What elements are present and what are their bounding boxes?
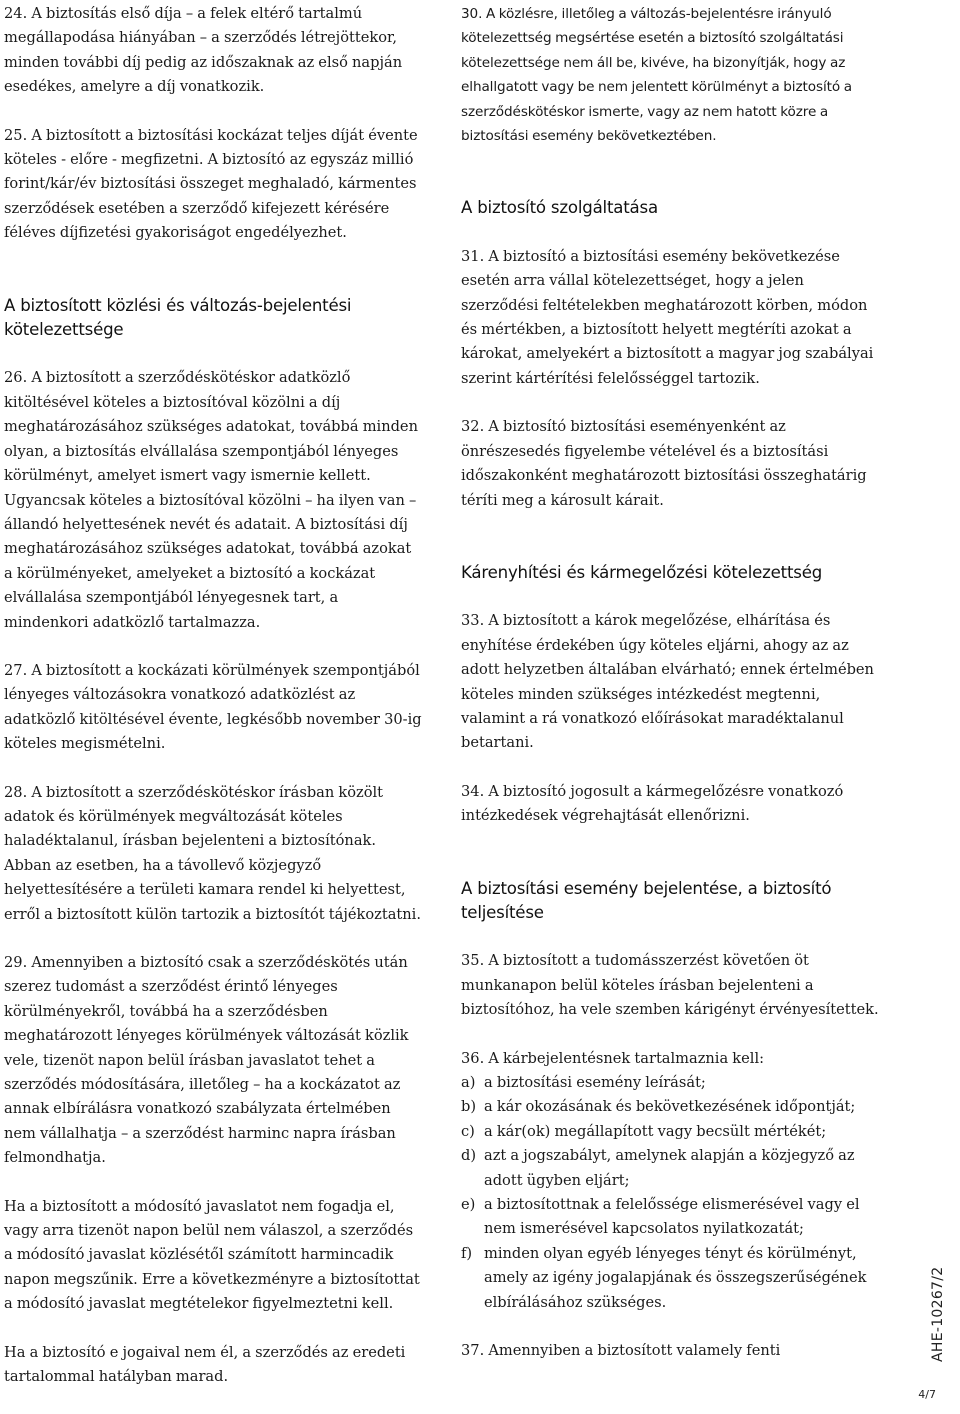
list-item xyxy=(461,1120,881,1144)
list-item-label: e) xyxy=(461,1196,476,1214)
list-item xyxy=(461,1144,881,1193)
paragraph-35: 35. A biztosított a tudomásszerzést követően öt munkanapon belül köteles írásban bejelenteni a biztosítóhoz, ha vele szemben kárigényt érvényesítettek. xyxy=(461,952,879,1019)
paragraph-29-final: Ha a biztosító e jogaival nem él, a szerződés az eredeti tartalommal hatályban marad. xyxy=(4,1343,406,1386)
heading-damage-prevention: Kárenyhítési és kármegelőzési kötelezettség xyxy=(461,562,823,582)
paragraph-31: 31. A biztosító a biztosítási esemény bekövetkezése esetén arra vállal kötelezettséget, hogy a jelen szerződési feltételekben meghatározott körben, módon és mértékben, a biztosított helyett megtéríti azokat a károkat, amelyekért a biztosított a magyar jog szabályai szerint kártérítési felelősséggel tartozik. xyxy=(461,247,874,387)
heading-disclosure-obligation: A biztosított közlési és változás-bejelentési kötelezettsége xyxy=(4,295,352,340)
list-item-text: a biztosítottnak a felelőssége elismerésével vagy el nem ismerésével kapcsolatos nyilatkozatát; xyxy=(484,1196,860,1238)
list-item-text: a kár okozásának és bekövetkezésének időpontját; xyxy=(484,1098,856,1116)
list-item-label: a) xyxy=(461,1074,476,1091)
list-item-text: minden olyan egyéb lényeges tényt és körülményt, amely az igény jogalapjának és összegszerűségének elbírálásához szükséges. xyxy=(484,1244,867,1311)
list-item-label: f) xyxy=(461,1244,473,1262)
document-code: AHE-10267/2 xyxy=(930,1266,946,1362)
paragraph-32: 32. A biztosító biztosítási eseményenként az önrészesedés figyelembe vételével és a biztosítási időszakonként meghatározott biztosítási összeghatárig téríti meg a károsult kárait. xyxy=(461,418,867,509)
heading-insurer-service: A biztosító szolgáltatása xyxy=(461,198,658,218)
paragraph-28: 28. A biztosított a szerződéskötéskor írásban közölt adatok és körülmények megváltozását köteles haladéktalanul, írásban bejelenteni a biztosítónak. Abban az esetben, ha a távollevő közjegyző helyettesítésére a területi kamara rendel ki helyettest, erről a biztosított külön tartozik a biztosítót tájékoztatni. xyxy=(4,783,421,923)
paragraph-27: 27. A biztosított a kockázati körülmények szempontjából lényeges változásokra vonatkozó adatközlést az adatközlő kitöltésével évente, legkésőbb november 30-ig köteles megismételni. xyxy=(4,661,422,753)
paragraph-33: 33. A biztosított a károk megelőzése, elhárítása és enyhítése érdekében úgy köteles eljárni, ahogy az az adott helyzetben általában elvárható; ennek értelmében köteles minden szükséges intézkedést megtenni, valamint a rá vonatkozó előírásokat maradéktalanul betartani. xyxy=(461,612,874,752)
heading-claim-reporting: A biztosítási esemény bejelentése, a biztosító teljesítése xyxy=(461,878,832,922)
paragraph-29-continued: Ha a biztosított a módosító javaslatot nem fogadja el, vagy arra tizenöt napon belül nem válaszol, a szerződés a módosító javaslat közlésétől számított harmincadik napon megszűnik. Erre a következményre a biztosítottat a módosító javaslat megtételekor figyelmeztetni kell. xyxy=(4,1197,420,1313)
paragraph-36-intro: 36. A kárbejelentésnek tartalmaznia kell: xyxy=(461,1049,765,1067)
list-item-text: a biztosítási esemény leírását; xyxy=(484,1074,706,1091)
paragraph-25: 25. A biztosított a biztosítási kockázat teljes díját évente köteles - előre - megfizetni. A biztosító az egyszáz millió forint/kár/év biztosítási összeget meghaladó, kármentes szerződések esetében a szerződő kifejezett kérésére féléves díjfizetési gyakoriságot engedélyezhet. xyxy=(4,126,418,242)
list-item-label: c) xyxy=(461,1122,475,1140)
list-item xyxy=(461,1071,881,1095)
left-column xyxy=(4,2,424,1414)
claim-contents-list xyxy=(461,1071,881,1315)
paragraph-34: 34. A biztosító jogosult a kármegelőzésre vonatkozó intézkedések végrehajtását ellenőrizni. xyxy=(461,782,844,825)
list-item-label: b) xyxy=(461,1098,477,1116)
paragraph-24: 24. A biztosítás első díja – a felek eltérő tartalmú megállapodása hiányában – a szerződés létrejöttekor, minden további díj pedig az időszaknak az első napján esedékes, amelyre a díj vonatkozik. xyxy=(4,5,403,96)
paragraph-29: 29. Amennyiben a biztosító csak a szerződéskötés után szerez tudomást a szerződést érintő lényeges körülményekről, továbbá ha a szerződésben meghatározott lényeges körülmények változását közlik vele, tizenöt napon belül írásban javaslatot tehet a szerződés módosítására, illetőleg – ha a kockázatot az annak elbírálásra vonatkozó szabályzata értelmében nem vállalhatja – a szerződést harminc napra írásban felmondhatja. xyxy=(4,954,409,1167)
paragraph-30: 30. A közlésre, illetőleg a változás-bejelentésre irányuló kötelezettség megsértése esetén a biztosító szolgáltatási kötelezettsége nem áll be, kivéve, ha bizonyítják, hogy az elhallgatott vagy be nem jelentett körülményt a biztosító a szerződéskötéskor ismerte, vagy az nem hatott közre a biztosítási esemény bekövetkeztében. xyxy=(461,6,852,145)
list-item-text: azt a jogszabályt, amelynek alapján a közjegyző az adott ügyben eljárt; xyxy=(484,1147,855,1189)
right-column xyxy=(461,2,881,1387)
paragraph-26: 26. A biztosított a szerződéskötéskor adatközlő kitöltésével köteles a biztosítóval közölni a díj meghatározásához szükséges adatokat, továbbá minden olyan, a biztosítás elvállalása szempontjából lényeges körülményt, amelyet ismert vagy ismernie kellett. Ugyancsak köteles a biztosítóval közölni – ha ilyen van – állandó helyettesének nevét és adatait. A biztosítási díj meghatározásához szükséges adatokat, továbbá azokat a körülményeket, amelyeket a biztosító a kockázat elvállalása szempontjából lényegesnek tart, a mindenkori adatközlő tartalmazza. xyxy=(4,369,418,631)
list-item xyxy=(461,1242,881,1315)
list-item xyxy=(461,1193,881,1242)
paragraph-37: 37. Amennyiben a biztosított valamely fenti xyxy=(461,1342,781,1360)
list-item-text: a kár(ok) megállapított vagy becsült mértékét; xyxy=(484,1122,827,1140)
list-item xyxy=(461,1095,881,1119)
page-number: 4/7 xyxy=(918,1388,936,1401)
list-item-label: d) xyxy=(461,1147,477,1165)
